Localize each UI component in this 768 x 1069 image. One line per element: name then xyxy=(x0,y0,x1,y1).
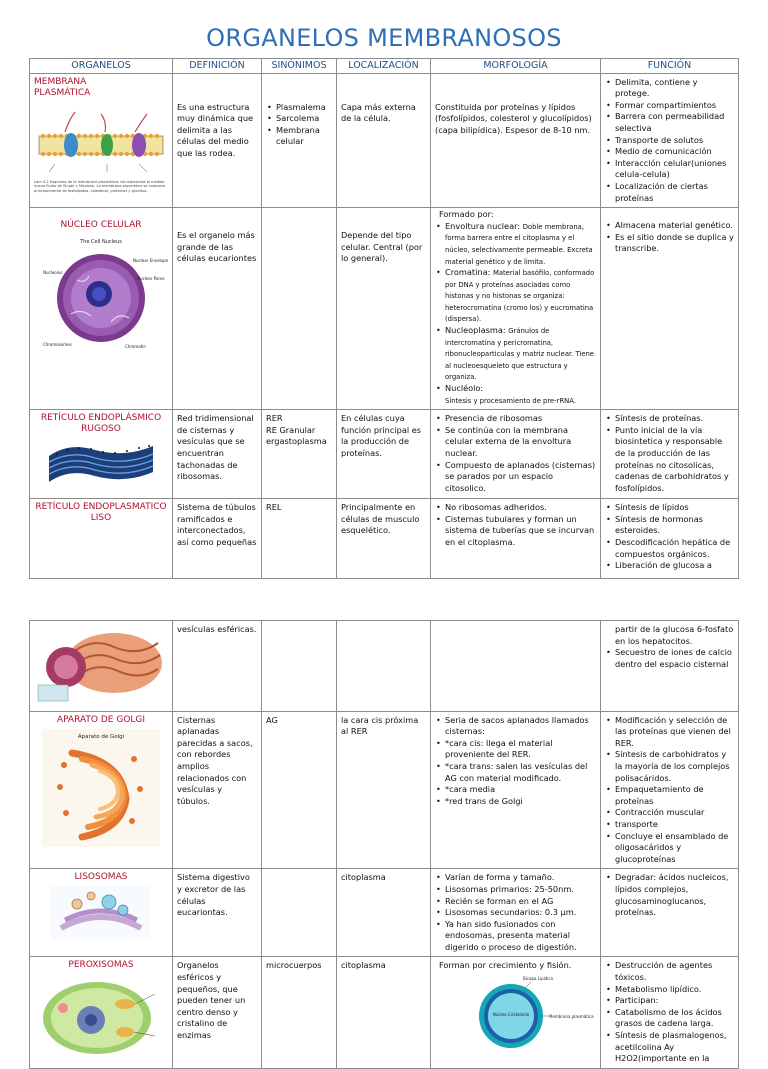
peroxisomas-sinonimos: microcuerpos xyxy=(262,957,337,1068)
peroxisomas-name: PEROXISOMAS xyxy=(68,960,134,971)
rel-cont-morfologia xyxy=(431,621,601,712)
rer-morf-item: • Presencia de ribosomas xyxy=(445,413,596,425)
rel-cont-funcion-text: partir de la glucosa 6-fosfato en los hepatocitos. xyxy=(615,624,734,646)
nucleo-sinonimos xyxy=(262,208,337,410)
lisosomas-morf-item: • Recién se forman en el AG xyxy=(445,896,596,908)
membrana-name: MEMBRANA PLASMÁTICA xyxy=(34,76,91,98)
nucleo-morf-text: Doble membrana, forma barrera entre el citoplasma y el núcleo, selectivamente permeable. Excreta material genético y de limita. xyxy=(445,222,593,266)
nucleo-funcion-item: • Es el sitio donde se duplica y transcribe. xyxy=(615,232,734,255)
lisosomas-morf-item: • Lisosomas secundarios: 0.3 µm. xyxy=(445,907,596,919)
nucleus-illustration xyxy=(41,234,169,354)
nucleo-name: NÚCLEO CELULAR xyxy=(60,220,142,231)
peroxisoma-cell-illustration xyxy=(39,974,163,1054)
organelles-table-top xyxy=(29,58,739,579)
rel-funcion xyxy=(601,499,739,579)
rer-funcion-item: • Síntesis de proteínas. xyxy=(615,413,734,425)
lisosomas-definicion: Sistema digestivo y excretor de las células eucariontas. xyxy=(173,869,262,957)
membrana-caption: Lam 4-2 Esquema de la membrana plasmática: tal representa el modelo nuevo fluido de Singer y Nicolson. La membrana plasmática se compone principalmente de fosfolípidos, colesterol, proteínas y glúcidos. xyxy=(34,179,166,193)
nucleo-morf-item xyxy=(445,221,596,267)
rer-morf-item: • Se continúa con la membrana celular externa de la envoltura nuclear. xyxy=(445,425,596,460)
membrana-morfologia: Constituida por proteínas y lípidos (fosfolípidos, colesterol y glucolípidos) (capa bilipídica). Espesor de 8-10 nm. xyxy=(431,73,601,208)
rel-funcion-item: • Liberación de glucosa a xyxy=(615,560,734,572)
membrana-sinonimos xyxy=(262,73,337,208)
nucleo-morfologia xyxy=(431,208,601,410)
row-peroxisomas xyxy=(30,957,739,1068)
lisosomas-funcion xyxy=(601,869,739,957)
rel-morf-item: • No ribosomas adheridos. xyxy=(445,502,596,514)
peroxisomas-funcion xyxy=(601,957,739,1068)
rel-funcion-item: • Descodificación hepática de compuestos orgánicos. xyxy=(615,537,734,560)
row-golgi xyxy=(30,711,739,869)
membrana-localizacion: Capa más externa de la célula. xyxy=(337,73,431,208)
membrana-funcion-item: • Localización de ciertas proteínas xyxy=(615,181,734,204)
membrana-funcion-item: • Formar compartimientos xyxy=(615,100,734,112)
lisosomas-morf-item: • Varían de forma y tamaño. xyxy=(445,872,596,884)
row-membrana-plasmatica xyxy=(30,73,739,208)
lisosoma-illustration xyxy=(51,886,151,940)
rer-morfologia xyxy=(431,410,601,499)
peroxisomas-funcion-item: • Participan: xyxy=(615,995,734,1007)
lisosomas-funcion-item: • Degradar: ácidos nucleicos, lípidos complejos, glucosaminoglucanos, proteínas. xyxy=(615,872,734,918)
golgi-funcion-item: • Modificación y selección de las proteínas que vienen del RER. xyxy=(615,715,734,750)
rer-definicion: Red tridimensional de cisternas y vesículas que se encuentran tachonadas de ribosomas. xyxy=(173,410,262,499)
row-rer xyxy=(30,410,739,499)
peroxisoma-label: Núcleo Cristaloide xyxy=(492,1012,530,1018)
golgi-definicion: Cisternas aplanadas parecidas a sacos, con rebordes amplios relacionados con vesículas y túbulos. xyxy=(173,711,262,869)
peroxisomas-morf-text: Forman por crecimiento y fisión. xyxy=(439,960,572,971)
nucleo-localizacion: Depende del tipo celular. Central (por lo general). xyxy=(337,208,431,410)
nucleo-funcion xyxy=(601,208,739,410)
rer-sinonimo: RER xyxy=(266,413,283,424)
rel-cont-localizacion xyxy=(337,621,431,712)
golgi-illustration xyxy=(42,729,160,847)
nucleo-morf-item xyxy=(445,325,596,383)
rel-localizacion: Principalmente en células de musculo esquelético. xyxy=(337,499,431,579)
membrana-funcion xyxy=(601,73,739,208)
peroxisoma-label: Bicapa Lipídica xyxy=(523,976,554,982)
rel-cont-funcion-item: • Secuestro de iones de calcio dentro del espacio cisternal xyxy=(615,647,734,670)
row-nucleo-celular xyxy=(30,208,739,410)
rer-name: RETÍCULO ENDOPLÁSMICO RUGOSO xyxy=(40,413,162,435)
membrana-definicion: Es una estructura muy dinámica que delimita a las células del medio que las rodea. xyxy=(173,73,262,208)
header-row xyxy=(30,59,739,74)
rer-sinonimo: ergastoplasma xyxy=(266,436,327,447)
golgi-morf-item: • Seria de sacos aplanados llamados cisternas: xyxy=(445,715,596,738)
golgi-morf-item: • *cara cis: llega el material proveniente del RER. xyxy=(445,738,596,761)
header-morfologia: MORFOLOGÍA xyxy=(431,59,601,74)
golgi-funcion-item: • Síntesis de carbohidratos y la mayoría de los complejos polisacáridos. xyxy=(615,749,734,784)
golgi-sinonimos: AG xyxy=(262,711,337,869)
nucleo-morf-head: Nucléolo: xyxy=(445,383,484,394)
nucleo-morf-head: Envoltura nuclear: xyxy=(445,220,521,231)
lisosomas-morf-item: • Lisosomas primarios: 25-50nm. xyxy=(445,884,596,896)
lisosomas-sinonimos xyxy=(262,869,337,957)
lisosomas-morfologia xyxy=(431,869,601,957)
peroxisomas-funcion-item: • Destrucción de agentes tóxicos. xyxy=(615,960,734,983)
rer-morf-item: • Compuesto de aplanados (cisternas) se parados por un espacio citosolico. xyxy=(445,460,596,495)
nucleus-label: Nuclear Pores xyxy=(137,276,165,282)
nucleo-morf-head: Nucleoplasma: xyxy=(445,325,506,336)
golgi-morf-item: • *cara media xyxy=(445,784,596,796)
organelles-table-bottom xyxy=(29,620,739,1069)
rel-cont-funcion xyxy=(601,621,739,712)
header-definicion: DEFINICIÓN xyxy=(173,59,262,74)
nucleo-morf-text: Síntesis y procesamiento de pre-rRNA. xyxy=(445,396,576,405)
rer-sinonimos xyxy=(262,410,337,499)
nucleus-label: Nuclear Envelope xyxy=(133,258,169,264)
rel-name: RETÍCULO ENDOPLASMATICO LISO xyxy=(35,502,167,524)
membrana-funcion-item: • Medio de comunicación xyxy=(615,146,734,158)
header-sinonimos: SINÓNIMOS xyxy=(262,59,337,74)
peroxisomas-localizacion: citoplasma xyxy=(337,957,431,1068)
lisosomas-name: LISOSOMAS xyxy=(74,872,128,883)
rer-cell xyxy=(30,410,173,499)
peroxisomas-morfologia xyxy=(431,957,601,1068)
nucleus-label: Chromatin xyxy=(125,344,146,350)
golgi-funcion-item: • Contracción muscular xyxy=(615,807,734,819)
golgi-morfologia xyxy=(431,711,601,869)
lisosomas-cell xyxy=(30,869,173,957)
peroxisomas-cell xyxy=(30,957,173,1068)
nucleo-definicion: Es el organelo más grande de las células eucariontes xyxy=(173,208,262,410)
nucleo-morf-item xyxy=(445,267,596,325)
golgi-localizacion: la cara cis próxima al RER xyxy=(337,711,431,869)
rel-sinonimos: REL xyxy=(262,499,337,579)
rel-illustration xyxy=(32,623,166,705)
peroxisomas-definicion: Organelos esféricos y pequeños, que pueden tener un centro denso y cristalino de enzimas xyxy=(173,957,262,1068)
header-funcion: FUNCIÓN xyxy=(601,59,739,74)
nucleo-morf-text: Material basófilo, conformado por DNA y proteínas asociadas como histonas y no histonas se organiza: heterocromatina (cromo los) y eucromatina (dispersa). xyxy=(445,269,595,324)
rer-funcion xyxy=(601,410,739,499)
membrana-funcion-item: • Transporte de solutos xyxy=(615,135,734,147)
peroxisoma-illustration xyxy=(445,974,595,1052)
golgi-img-title: Aparato de Golgi xyxy=(77,733,125,740)
golgi-funcion xyxy=(601,711,739,869)
golgi-morf-item: • *red trans de Golgi xyxy=(445,796,596,808)
rel-image-cell xyxy=(30,621,173,712)
golgi-name: APARATO DE GOLGI xyxy=(56,714,146,725)
row-rel xyxy=(30,499,739,579)
nucleo-morfologia-intro: Formado por: xyxy=(439,209,494,220)
membrane-illustration xyxy=(35,102,167,178)
rel-cont-sinonimos xyxy=(262,621,337,712)
rel-definicion: Sistema de túbulos ramificados e interconectados, así como pequeñas xyxy=(173,499,262,579)
rer-illustration xyxy=(45,438,157,488)
peroxisomas-funcion-item: • Catabolismo de los ácidos grasos de cadena larga. xyxy=(615,1007,734,1030)
peroxisomas-funcion-item: • Metabolismo lipídico. xyxy=(615,984,734,996)
nucleo-funcion-item: • Almacena material genético. xyxy=(615,220,734,232)
membrana-cell xyxy=(30,73,173,208)
golgi-morf-item: • *cara trans: salen las vesículas del AG con material modificado. xyxy=(445,761,596,784)
golgi-funcion-item: • Concluye el ensamblado de oligosacáridos y glucoproteínas xyxy=(615,831,734,866)
golgi-cell xyxy=(30,711,173,869)
rel-cell xyxy=(30,499,173,579)
nucleus-img-title: The Cell Nucleus xyxy=(80,239,122,246)
membrana-sinonimo: • Plasmalema xyxy=(276,102,332,114)
membrana-funcion-item: • Delimita, contiene y protege. xyxy=(615,77,734,100)
rer-localizacion: En células cuya función principal es la producción de proteínas. xyxy=(337,410,431,499)
nucleo-cell xyxy=(30,208,173,410)
golgi-funcion-item: • Empaquetamiento de proteínas xyxy=(615,784,734,807)
membrana-sinonimo: • Membrana celular xyxy=(276,125,332,148)
rel-morf-item: • Cisternas tubulares y forman un sistema de tuberías que se incurvan en el citoplasma. xyxy=(445,514,596,549)
rer-funcion-item: • Punto inicial de la vía biosintetica y responsable de la producción de las proteínas no citosolicas, cadenas de carbohidratos y fosfolípidos. xyxy=(615,425,734,495)
row-rel-continued xyxy=(30,621,739,712)
row-lisosomas xyxy=(30,869,739,957)
rel-funcion-item: • Síntesis de hormonas esteroides. xyxy=(615,514,734,537)
nucleo-morf-text: Gránulos de intercromatina y pericromatina, ribonucleoparticulas y matriz nuclear. Tiene al nucleoesqueleto que estructura y organiza. xyxy=(445,327,594,382)
rel-morfologia xyxy=(431,499,601,579)
membrana-funcion-item: • Barrera con permeabilidad selectiva xyxy=(615,111,734,134)
peroxisoma-label: Membrana plasmática xyxy=(549,1014,594,1020)
rel-cont-definicion: vesículas esféricas. xyxy=(173,621,262,712)
nucleus-label: Chromosomes xyxy=(43,342,72,348)
rer-sinonimo: RE Granular xyxy=(266,424,316,435)
lisosomas-morf-item: • Ya han sido fusionados con endosomas, presenta material digerido o proceso de digestión. xyxy=(445,919,596,954)
peroxisomas-funcion-item: • Síntesis de plasmalogenos, acetilcolina Ay H2O2(importante en la xyxy=(615,1030,734,1065)
nucleo-morf-item xyxy=(445,383,596,406)
header-localizacion: LOCALIZACIÓN xyxy=(337,59,431,74)
page-title: ORGANELOS MEMBRANOSOS xyxy=(206,24,562,52)
membrana-sinonimo: • Sarcolema xyxy=(276,113,332,125)
membrana-funcion-item: • Interacción celular(uniones celula-celula) xyxy=(615,158,734,181)
header-organelos: ORGANELOS xyxy=(30,59,173,74)
nucleus-label: Nucleolus xyxy=(43,270,63,276)
lisosomas-localizacion: citoplasma xyxy=(337,869,431,957)
nucleo-morf-head: Cromatina: xyxy=(445,267,491,278)
rel-funcion-item: • Síntesis de lípidos xyxy=(615,502,734,514)
golgi-funcion-item: • transporte xyxy=(615,819,734,831)
